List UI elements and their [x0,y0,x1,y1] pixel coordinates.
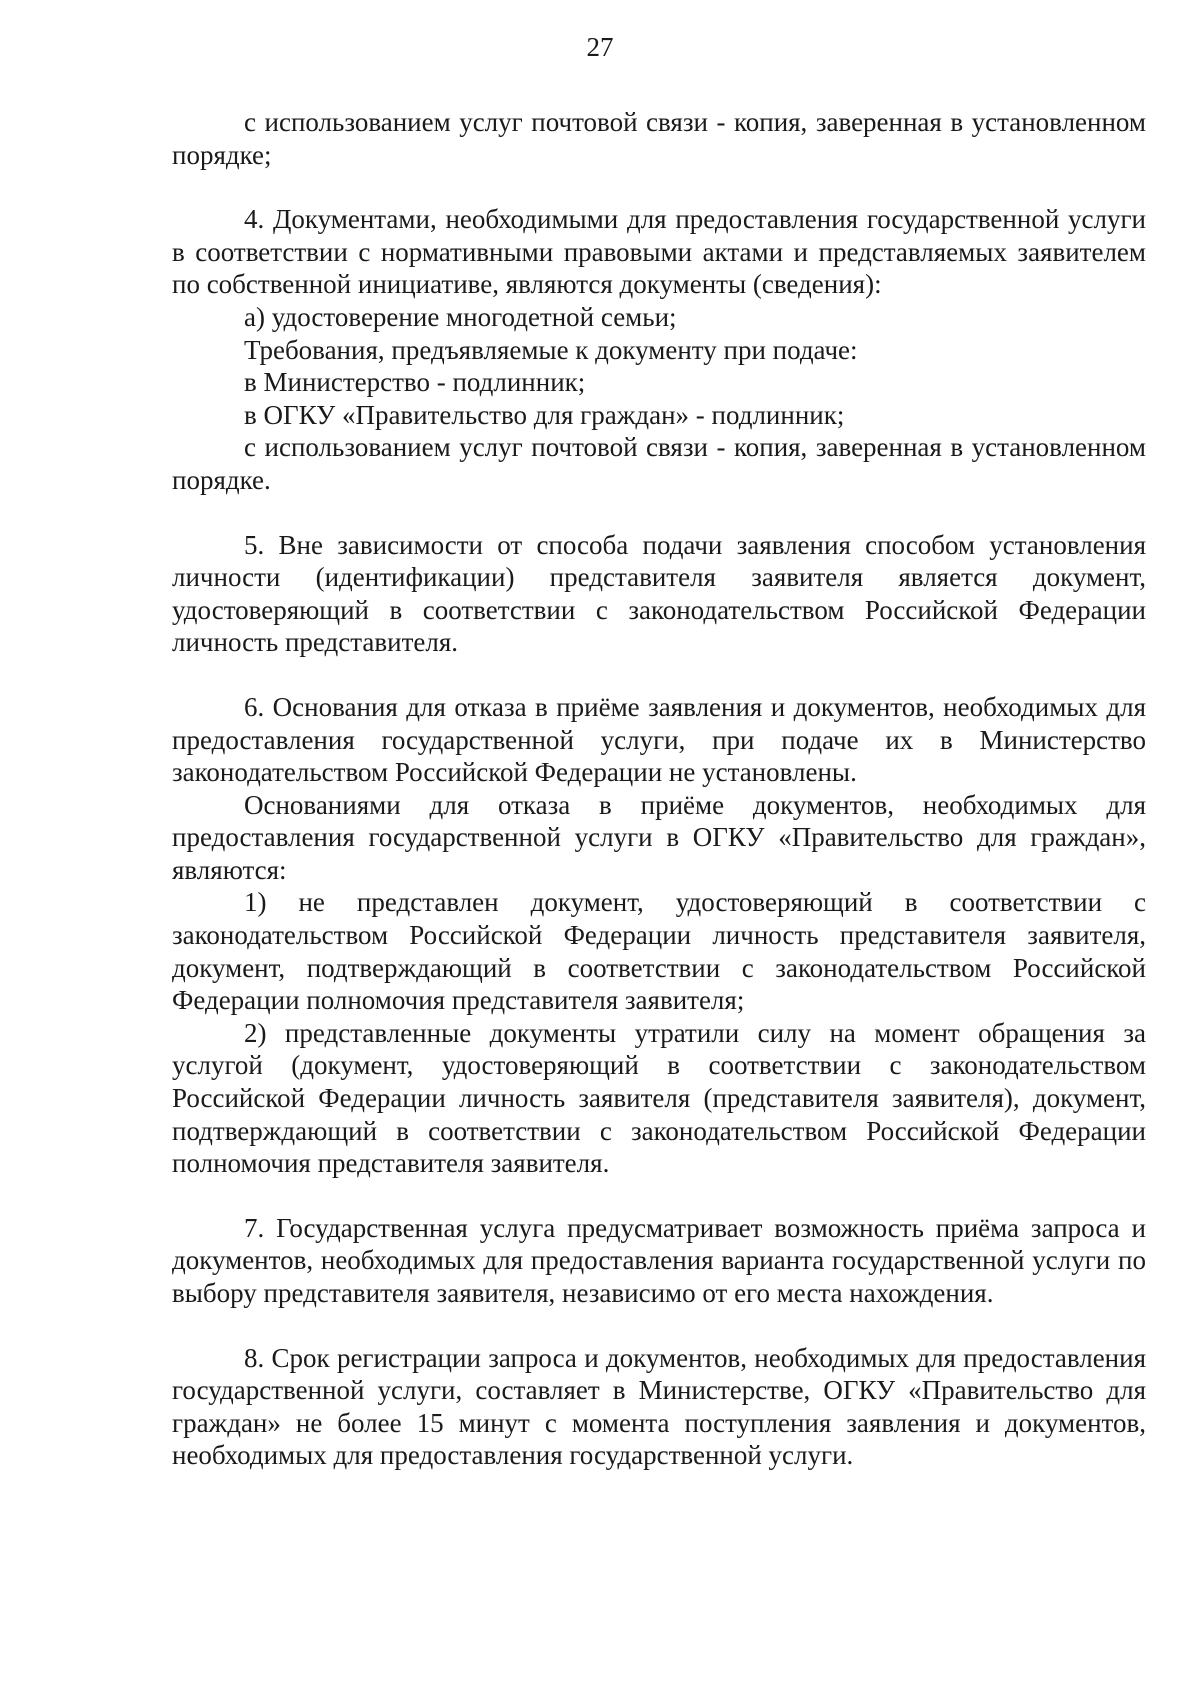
document-body [172,106,1146,1472]
list-item: 2) представленные документы утратили силу на момент обращения за услугой (документ, удостоверяющий в соответствии с законодательством Российской Федерации личность заявителя (представителя заявителя), документ, подтверждающий в соответствии с законодательством Российской Федерации полномочия представителя заявителя. [172,1017,1146,1179]
paragraph: с использованием услуг почтовой связи - копия, заверенная в установленном порядке; [172,107,1146,170]
paragraph-item-7: 7. Государственная услуга предусматривает возможность приёма запроса и документов, необходимых для предоставления варианта государственной услуги по выбору представителя заявителя, независимо от его места нахождения. [172,1212,1146,1308]
paragraph: в Министерство - подлинник; [244,367,586,398]
paragraph: Требования, предъявляемые к документу при подаче: [244,334,858,365]
paragraph: а) удостоверение многодетной семьи; [244,301,677,332]
paragraph-item-4: 4. Документами, необходимыми для предоставления государственной услуги в соответствии с нормативными правовыми актами и представляемых заявителем по собственной инициативе, являются документы (сведения): [172,204,1146,300]
paragraph-item-5: 5. Вне зависимости от способа подачи заявления способом установления личности (идентификации) представителя заявителя является документ, удостоверяющий в соответствии с законодательством Российской Федерации личность представителя. [172,529,1146,658]
list-item: 1) не представлен документ, удостоверяющий в соответствии с законодательством Российской Федерации личность представителя заявителя, документ, подтверждающий в соответствии с законодательством Российской Федерации полномочия представителя заявителя; [172,887,1146,1016]
paragraph: в ОГКУ «Правительство для граждан» - подлинник; [244,399,845,430]
paragraph: с использованием услуг почтовой связи - копия, заверенная в установленном порядке. [172,432,1146,495]
paragraph-item-6: 6. Основания для отказа в приёме заявления и документов, необходимых для предоставления государственной услуги, при подаче их в Министерство законодательством Российской Федерации не установлены. [172,691,1146,788]
paragraph-item-8: 8. Срок регистрации запроса и документов, необходимых для предоставления государственной услуги, составляет в Министерстве, ОГКУ «Правительство для граждан» не более 15 минут с момента поступления заявления и документов, необходимых для предоставления государственной услуги. [172,1342,1146,1471]
page-number: 27 [586,32,614,62]
paragraph: Основаниями для отказа в приёме документов, необходимых для предоставления государственной услуги в ОГКУ «Правительство для граждан», являются: [172,789,1146,885]
